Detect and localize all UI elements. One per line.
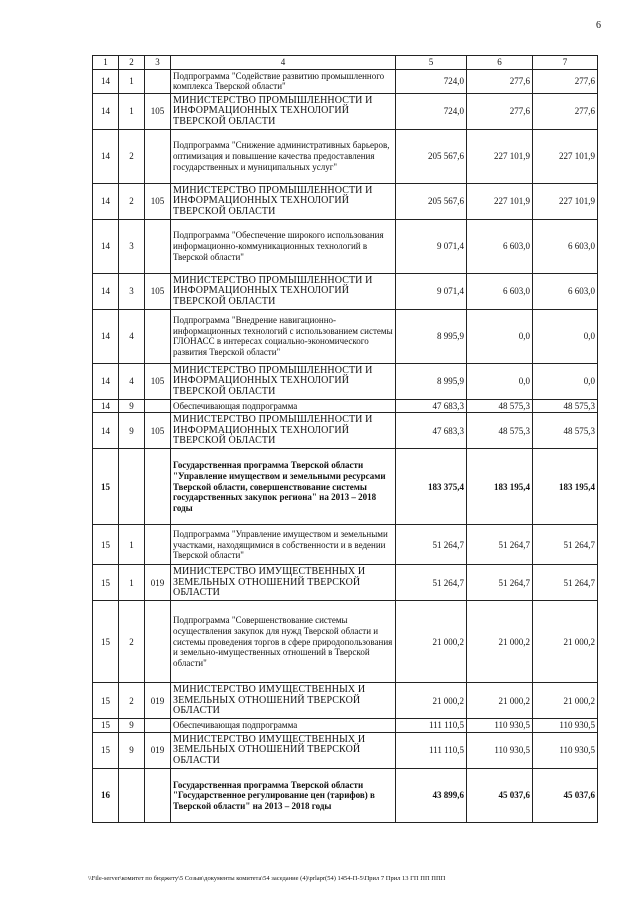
subprogram-code: [119, 769, 145, 823]
admin-code: [145, 399, 171, 413]
table-row: [93, 399, 598, 413]
amount-col-5: 8 995,9: [396, 309, 467, 363]
header-col-7: 7: [533, 56, 598, 70]
program-code: 16: [93, 769, 119, 823]
amount-col-6: 0,0: [467, 363, 533, 399]
subprogram-code: 4: [119, 363, 145, 399]
amount-col-7: 0,0: [533, 309, 598, 363]
amount-col-5: 724,0: [396, 93, 467, 129]
header-col-6: 6: [467, 56, 533, 70]
file-path-footer: \\File-server\комитет по бюджету\5 Созыв\документы комитета\54 заседание (4)\prlapr(54) 1454-П-5\Прил 7 Прил 13 ГП ПП ППП: [88, 875, 446, 882]
subprogram-code: 3: [119, 219, 145, 273]
row-description: Подпрограмма "Внедрение навигационно-информационных технологий с использованием системы ГЛОНАСС в интересах социально-экономического развития Тверской области": [171, 309, 396, 363]
subprogram-code: 2: [119, 129, 145, 183]
admin-code: 105: [145, 273, 171, 309]
amount-col-7: 110 930,5: [533, 733, 598, 769]
amount-col-7: 51 264,7: [533, 525, 598, 565]
amount-col-6: 110 930,5: [467, 733, 533, 769]
program-code: 14: [93, 93, 119, 129]
amount-col-6: 48 575,3: [467, 399, 533, 413]
program-code: 15: [93, 449, 119, 525]
amount-col-6: 21 000,2: [467, 601, 533, 683]
row-description: МИНИСТЕРСТВО ПРОМЫШЛЕННОСТИ И ИНФОРМАЦИОННЫХ ТЕХНОЛОГИЙ ТВЕРСКОЙ ОБЛАСТИ: [171, 363, 396, 399]
amount-col-5: 21 000,2: [396, 601, 467, 683]
row-description: Подпрограмма "Снижение административных барьеров, оптимизация и повышение качества предоставления государственных и муниципальных услуг": [171, 129, 396, 183]
table-row: [93, 683, 598, 719]
row-description: МИНИСТЕРСТВО ПРОМЫШЛЕННОСТИ И ИНФОРМАЦИОННЫХ ТЕХНОЛОГИЙ ТВЕРСКОЙ ОБЛАСТИ: [171, 273, 396, 309]
table-row: [93, 769, 598, 823]
subprogram-code: 9: [119, 413, 145, 449]
table-row: [93, 273, 598, 309]
amount-col-5: 9 071,4: [396, 273, 467, 309]
row-description: МИНИСТЕРСТВО ПРОМЫШЛЕННОСТИ И ИНФОРМАЦИОННЫХ ТЕХНОЛОГИЙ ТВЕРСКОЙ ОБЛАСТИ: [171, 413, 396, 449]
amount-col-7: 110 930,5: [533, 719, 598, 733]
amount-col-7: 51 264,7: [533, 565, 598, 601]
row-description: МИНИСТЕРСТВО ИМУЩЕСТВЕННЫХ И ЗЕМЕЛЬНЫХ ОТНОШЕНИЙ ТВЕРСКОЙ ОБЛАСТИ: [171, 733, 396, 769]
amount-col-6: 0,0: [467, 309, 533, 363]
row-description: Подпрограмма "Управление имуществом и земельными участками, находящимися в собственности и в ведении Тверской области": [171, 525, 396, 565]
header-row: [93, 56, 598, 70]
amount-col-6: 183 195,4: [467, 449, 533, 525]
subprogram-code: 2: [119, 601, 145, 683]
table-row: [93, 449, 598, 525]
amount-col-7: 21 000,2: [533, 601, 598, 683]
row-description: Государственная программа Тверской области "Управление имуществом и земельными ресурсами Тверской области, совершенствование системы государственных закупок региона" на 2013 – 2018 годы: [171, 449, 396, 525]
subprogram-code: 9: [119, 719, 145, 733]
row-description: Подпрограмма "Содействие развитию промышленного комплекса Тверской области": [171, 69, 396, 93]
header-col-4: 4: [171, 56, 396, 70]
admin-code: 019: [145, 683, 171, 719]
amount-col-7: 6 603,0: [533, 219, 598, 273]
table-row: [93, 733, 598, 769]
header-col-2: 2: [119, 56, 145, 70]
amount-col-5: 205 567,6: [396, 183, 467, 219]
amount-col-5: 47 683,3: [396, 413, 467, 449]
amount-col-6: 51 264,7: [467, 525, 533, 565]
program-code: 15: [93, 525, 119, 565]
program-code: 15: [93, 683, 119, 719]
row-description: МИНИСТЕРСТВО ПРОМЫШЛЕННОСТИ И ИНФОРМАЦИОННЫХ ТЕХНОЛОГИЙ ТВЕРСКОЙ ОБЛАСТИ: [171, 183, 396, 219]
amount-col-5: 183 375,4: [396, 449, 467, 525]
admin-code: 105: [145, 183, 171, 219]
amount-col-7: 227 101,9: [533, 129, 598, 183]
admin-code: [145, 525, 171, 565]
amount-col-5: 51 264,7: [396, 525, 467, 565]
admin-code: [145, 69, 171, 93]
amount-col-5: 9 071,4: [396, 219, 467, 273]
subprogram-code: 1: [119, 69, 145, 93]
amount-col-7: 6 603,0: [533, 273, 598, 309]
admin-code: [145, 719, 171, 733]
program-code: 15: [93, 733, 119, 769]
amount-col-7: 0,0: [533, 363, 598, 399]
table-row: [93, 183, 598, 219]
program-code: 15: [93, 719, 119, 733]
subprogram-code: 9: [119, 399, 145, 413]
amount-col-7: 21 000,2: [533, 683, 598, 719]
row-description: Обеспечивающая подпрограмма: [171, 399, 396, 413]
amount-col-6: 45 037,6: [467, 769, 533, 823]
table-row: [93, 219, 598, 273]
header-col-3: 3: [145, 56, 171, 70]
table-row: [93, 309, 598, 363]
program-code: 14: [93, 399, 119, 413]
subprogram-code: 1: [119, 565, 145, 601]
admin-code: 105: [145, 413, 171, 449]
amount-col-5: 47 683,3: [396, 399, 467, 413]
amount-col-6: 6 603,0: [467, 273, 533, 309]
admin-code: [145, 449, 171, 525]
amount-col-6: 277,6: [467, 93, 533, 129]
program-code: 14: [93, 363, 119, 399]
amount-col-7: 277,6: [533, 69, 598, 93]
amount-col-7: 277,6: [533, 93, 598, 129]
subprogram-code: 3: [119, 273, 145, 309]
subprogram-code: 2: [119, 683, 145, 719]
row-description: Подпрограмма "Совершенствование системы осуществления закупок для нужд Тверской области и системы проведения торгов в сфере природопользования и земельно-имущественных отношений в Тверской области": [171, 601, 396, 683]
row-description: МИНИСТЕРСТВО ПРОМЫШЛЕННОСТИ И ИНФОРМАЦИОННЫХ ТЕХНОЛОГИЙ ТВЕРСКОЙ ОБЛАСТИ: [171, 93, 396, 129]
table-row: [93, 69, 598, 93]
amount-col-6: 227 101,9: [467, 129, 533, 183]
admin-code: [145, 601, 171, 683]
program-code: 14: [93, 183, 119, 219]
amount-col-6: 21 000,2: [467, 683, 533, 719]
program-code: 14: [93, 309, 119, 363]
admin-code: 019: [145, 565, 171, 601]
amount-col-6: 48 575,3: [467, 413, 533, 449]
amount-col-5: 51 264,7: [396, 565, 467, 601]
amount-col-5: 205 567,6: [396, 129, 467, 183]
subprogram-code: 1: [119, 93, 145, 129]
amount-col-7: 227 101,9: [533, 183, 598, 219]
page-number: 6: [596, 20, 601, 31]
row-description: МИНИСТЕРСТВО ИМУЩЕСТВЕННЫХ И ЗЕМЕЛЬНЫХ ОТНОШЕНИЙ ТВЕРСКОЙ ОБЛАСТИ: [171, 683, 396, 719]
amount-col-5: 111 110,5: [396, 719, 467, 733]
row-description: Подпрограмма "Обеспечение широкого использования информационно-коммуникационных технологий в Тверской области": [171, 219, 396, 273]
admin-code: 019: [145, 733, 171, 769]
admin-code: [145, 129, 171, 183]
table-row: [93, 413, 598, 449]
table-row: [93, 93, 598, 129]
amount-col-5: 8 995,9: [396, 363, 467, 399]
table-row: [93, 719, 598, 733]
header-col-5: 5: [396, 56, 467, 70]
table-row: [93, 525, 598, 565]
program-code: 14: [93, 273, 119, 309]
table-row: [93, 363, 598, 399]
amount-col-6: 6 603,0: [467, 219, 533, 273]
program-code: 14: [93, 69, 119, 93]
amount-col-6: 51 264,7: [467, 565, 533, 601]
subprogram-code: 9: [119, 733, 145, 769]
table-row: [93, 565, 598, 601]
row-description: Государственная программа Тверской области "Государственное регулирование цен (тарифов) в Тверской области" на 2013 – 2018 годы: [171, 769, 396, 823]
admin-code: 105: [145, 93, 171, 129]
row-description: МИНИСТЕРСТВО ИМУЩЕСТВЕННЫХ И ЗЕМЕЛЬНЫХ ОТНОШЕНИЙ ТВЕРСКОЙ ОБЛАСТИ: [171, 565, 396, 601]
amount-col-6: 110 930,5: [467, 719, 533, 733]
subprogram-code: [119, 449, 145, 525]
program-code: 14: [93, 129, 119, 183]
amount-col-6: 227 101,9: [467, 183, 533, 219]
amount-col-7: 48 575,3: [533, 399, 598, 413]
amount-col-7: 183 195,4: [533, 449, 598, 525]
budget-table: [92, 55, 598, 823]
subprogram-code: 1: [119, 525, 145, 565]
budget-table-body: [93, 56, 598, 823]
admin-code: 105: [145, 363, 171, 399]
amount-col-7: 45 037,6: [533, 769, 598, 823]
table-row: [93, 601, 598, 683]
header-col-1: 1: [93, 56, 119, 70]
admin-code: [145, 769, 171, 823]
program-code: 15: [93, 565, 119, 601]
subprogram-code: 2: [119, 183, 145, 219]
table-row: [93, 129, 598, 183]
amount-col-7: 48 575,3: [533, 413, 598, 449]
program-code: 14: [93, 413, 119, 449]
admin-code: [145, 309, 171, 363]
amount-col-5: 724,0: [396, 69, 467, 93]
row-description: Обеспечивающая подпрограмма: [171, 719, 396, 733]
program-code: 14: [93, 219, 119, 273]
amount-col-5: 111 110,5: [396, 733, 467, 769]
amount-col-5: 21 000,2: [396, 683, 467, 719]
amount-col-5: 43 899,6: [396, 769, 467, 823]
amount-col-6: 277,6: [467, 69, 533, 93]
admin-code: [145, 219, 171, 273]
subprogram-code: 4: [119, 309, 145, 363]
program-code: 15: [93, 601, 119, 683]
